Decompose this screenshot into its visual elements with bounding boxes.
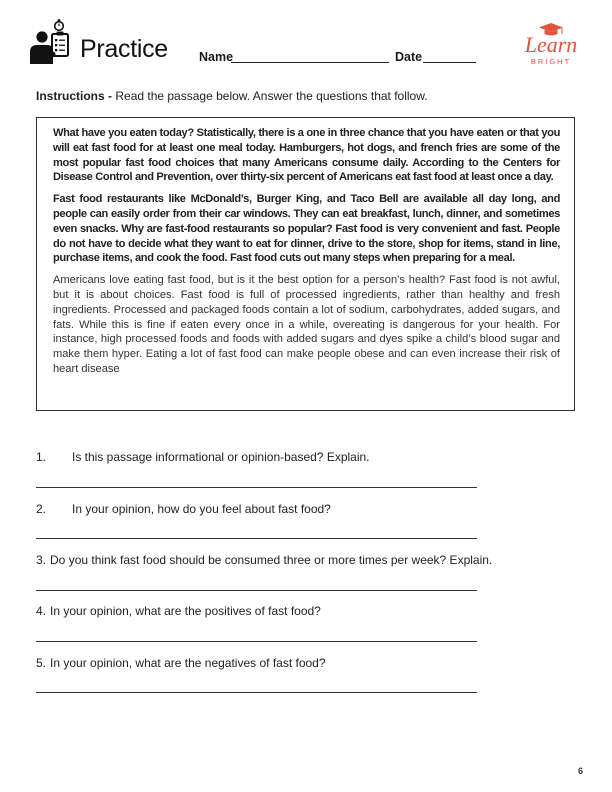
question-text: In your opinion, what are the positives of fast food? [50,604,321,618]
logo-text-learn: Learn [524,32,578,57]
reading-passage [36,117,575,411]
question-number: 4. [36,604,47,618]
instructions-text: Read the passage below. Answer the questions that follow. [112,89,428,103]
answer-line-5[interactable] [36,692,477,693]
question-2 [36,502,331,516]
question-number: 1. [36,450,47,464]
question-3 [36,553,492,567]
passage-paragraph-1: What have you eaten today? Statistically, there is a one in three chance that you have eaten or that you will eat fast food for at least one meal today. Hamburgers, hot dogs, and french fries are some of the most popular fast food choices that many Americans consume daily. According to the Centers for Disease Control and Prevention, over thirty-six percent of Americans eat fast food at least once a day. [53,127,560,184]
question-4 [36,604,321,618]
name-field[interactable] [231,62,389,63]
logo-text-bright: BRIGHT [530,57,572,66]
date-field[interactable] [423,62,476,63]
date-label: Date [395,50,423,64]
answer-line-3[interactable] [36,590,477,591]
question-number: 2. [36,502,47,516]
page-title: Practice [80,35,168,63]
passage-paragraph-2: Fast food restaurants like McDonald’s, Burger King, and Taco Bell are available all day long, and people can easily order from their car windows. They can eat breakfast, lunch, dinner, and sometimes even snacks. Why are fast-food restaurants so popular? Fast food is very convenient and fast. People do not have to decide what they want to eat for dinner, drive to the store, shop for items, stand in line, purchase items, and cook the food. Fast food cuts out many steps when preparing for a meal. [53,193,560,265]
page-header [28,18,584,78]
learn-bright-logo [516,20,586,72]
question-5 [36,656,326,670]
instructions-label: Instructions - [36,89,113,103]
name-label: Name [199,50,234,64]
practice-icon [28,18,74,70]
question-number: 5. [36,656,47,670]
answer-line-2[interactable] [36,538,477,539]
question-1 [36,450,370,464]
question-text: Do you think fast food should be consumed three or more times per week? Explain. [50,553,493,567]
passage-paragraph-3: Americans love eating fast food, but is it the best option for a person’s health? Fast food is not awful, but it is about choices. Fast food is full of processed ingredients, rather than healthy and fresh ingredients. Processed and packaged foods contain a lot of sodium, carbohydrates, added sugars, and fats. While this is fine if eaten every once in a while, overeating is dangerous for your health. For instance, high processed foods and foods with added sugars and dyes spike a child’s blood sugar and make them hyper. Eating a lot of fast food can make people obese and can even increase their risk of heart disease [53,274,560,375]
question-text: In your opinion, what are the negatives of fast food? [50,656,326,670]
answer-line-4[interactable] [36,641,477,642]
question-text: In your opinion, how do you feel about fast food? [72,502,331,516]
instructions [36,89,428,103]
question-number: 3. [36,553,47,567]
question-text: Is this passage informational or opinion-based? Explain. [72,450,370,464]
answer-line-1[interactable] [36,487,477,488]
page-number: 6 [578,766,584,776]
